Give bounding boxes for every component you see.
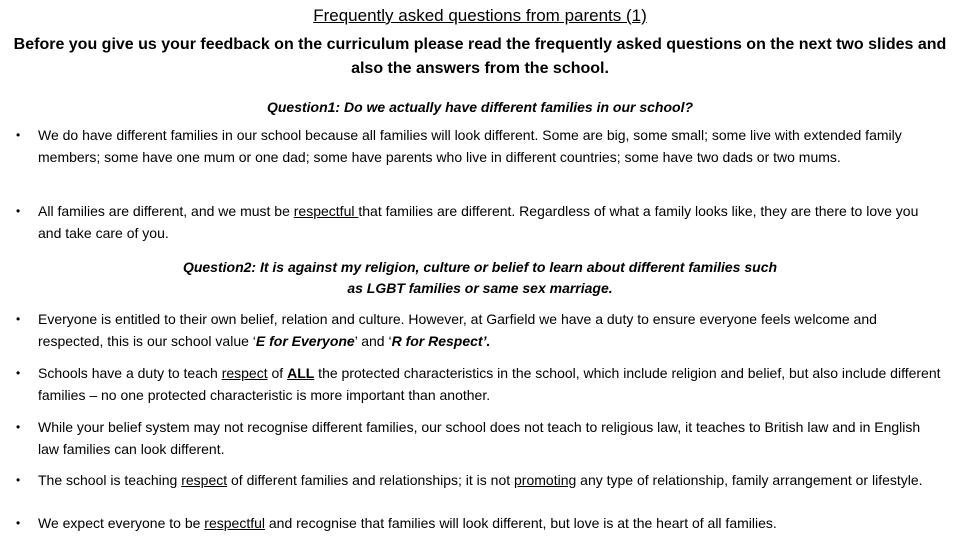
q1-answer-1 bbox=[14, 125, 944, 168]
bullet-icon: • bbox=[16, 204, 21, 218]
question-1-heading: Question1: Do we actually have different families in our school? bbox=[266, 99, 694, 115]
q2-answer-5-text-end: and recognise that families will look different, but love is at the heart of all families. bbox=[265, 515, 777, 531]
q2-answer-3-text: While your belief system may not recognise different families, our school does not teach to religious law, it teaches to British law and in English law families can look different. bbox=[38, 419, 921, 457]
q2-answer-5-text-start: We expect everyone to be bbox=[38, 515, 205, 531]
page-title: Frequently asked questions from parents (1) bbox=[313, 6, 647, 25]
q2-answer-2-underlined-all: ALL bbox=[287, 365, 315, 381]
q2-answer-4 bbox=[14, 470, 944, 492]
q2-answer-2-text-start: Schools have a duty to teach bbox=[38, 365, 222, 381]
bullet-icon: • bbox=[16, 128, 21, 142]
q2-answer-2 bbox=[14, 363, 944, 406]
q2-answer-2-text-end: the protected characteristics in the school, which include religion and belief, but also include different families – no one protected characteristic is more important than another. bbox=[38, 365, 941, 403]
q2-answer-1-text-middle: ’ and ‘ bbox=[354, 332, 392, 349]
q2-answer-5-underlined: respectful bbox=[204, 515, 265, 531]
q2-answer-4-underlined-respect: respect bbox=[181, 472, 228, 488]
q2-answer-1-text-start: Everyone is entitled to their own belief, relation and culture. However, at Garfield we have a duty to ensure everyone feels welcome and respected, this is our school value ‘ bbox=[38, 311, 877, 349]
q2-answer-2-underlined-respect: respect bbox=[221, 365, 268, 381]
q1-answer-1-text: We do have different families in our school because all families will look different. Some are big, some small; some live with extended family members; some have one mum or one dad; some have parents who live in different countries; some have two dads or two mums. bbox=[38, 127, 902, 165]
q2-answer-3 bbox=[14, 417, 944, 460]
bullet-icon: • bbox=[16, 420, 21, 434]
question-2-heading: Question2: It is against my religion, culture or belief to learn about different families such as LGBT families or same sex marriage. bbox=[182, 259, 778, 296]
q2-answer-2-text-middle: of bbox=[267, 365, 288, 381]
intro-text: Before you give us your feedback on the curriculum please read the frequently asked questions on the next two slides and also the answers from the school. bbox=[13, 36, 947, 77]
bullet-icon: • bbox=[16, 473, 21, 487]
q2-answer-4-text-end: any type of relationship, family arrangement or lifestyle. bbox=[576, 472, 923, 488]
bullet-icon: • bbox=[16, 366, 21, 380]
q2-answer-4-text-middle: of different families and relationships; it is not bbox=[227, 472, 515, 488]
school-value-respect: R for Respect’. bbox=[391, 332, 491, 349]
q1-answer-2-text-start: All families are different, and we must be bbox=[38, 203, 294, 219]
school-value-everyone: E for Everyone bbox=[255, 332, 355, 349]
q2-answer-1 bbox=[14, 309, 944, 352]
q1-answer-2-underlined: respectful bbox=[293, 203, 359, 219]
q2-answer-5 bbox=[14, 513, 944, 535]
q1-answer-2-text-end: that families are different. Regardless of what a family looks like, they are there to love you and take care of you. bbox=[38, 203, 919, 241]
bullet-icon: • bbox=[16, 312, 21, 326]
bullet-icon: • bbox=[16, 516, 21, 530]
q2-answer-4-underlined-promoting: promoting bbox=[514, 472, 577, 488]
q2-answer-4-text-start: The school is teaching bbox=[38, 472, 182, 488]
q1-answer-2 bbox=[14, 201, 944, 244]
